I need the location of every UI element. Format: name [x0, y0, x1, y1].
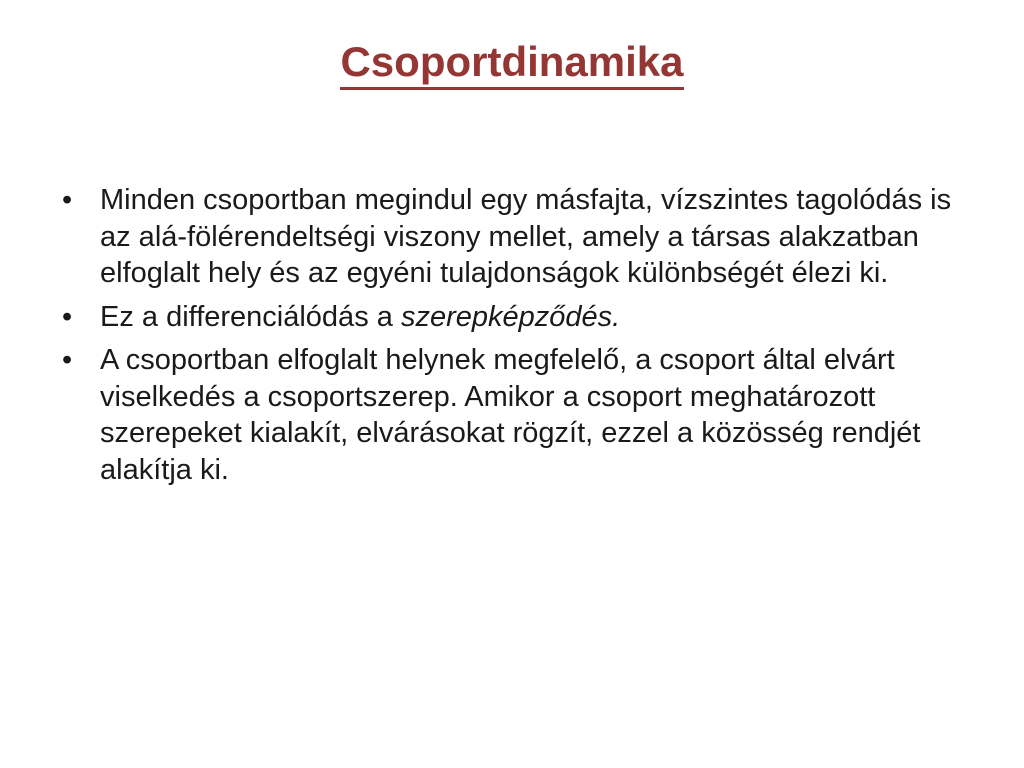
bullet-emphasis-2: szerepképződés.	[400, 300, 621, 333]
bullet-text-1: Minden csoportban megindul egy másfajta, vízszintes tagolódás is az alá-fölérendeltségi viszony mellet, amely a társas alakzatban elfoglalt hely és az egyéni tulajdonságok különbségét élezi ki.	[100, 184, 952, 289]
bullet-icon: •	[62, 300, 73, 333]
bullet-icon: •	[62, 344, 73, 376]
slide-title-text: Csoportdinamika	[340, 37, 683, 90]
bullet-text-3: A csoportban elfoglalt helynek megfelelő, a csoport által elvárt viselkedés a csoportszerep. Amikor a csoport meghatározott szerepeket kialakít, elvárásokat rögzít, ezzel a közösség rendjét alakítja ki.	[100, 344, 921, 486]
bullet-item-2	[62, 299, 970, 336]
bullet-icon: •	[62, 184, 73, 216]
slide-title	[0, 34, 1024, 90]
bullet-text-2: Ez a differenciálódás a	[100, 300, 401, 333]
bullet-item-3	[62, 342, 970, 488]
bullet-list	[62, 182, 970, 495]
bullet-item-1	[62, 182, 970, 292]
